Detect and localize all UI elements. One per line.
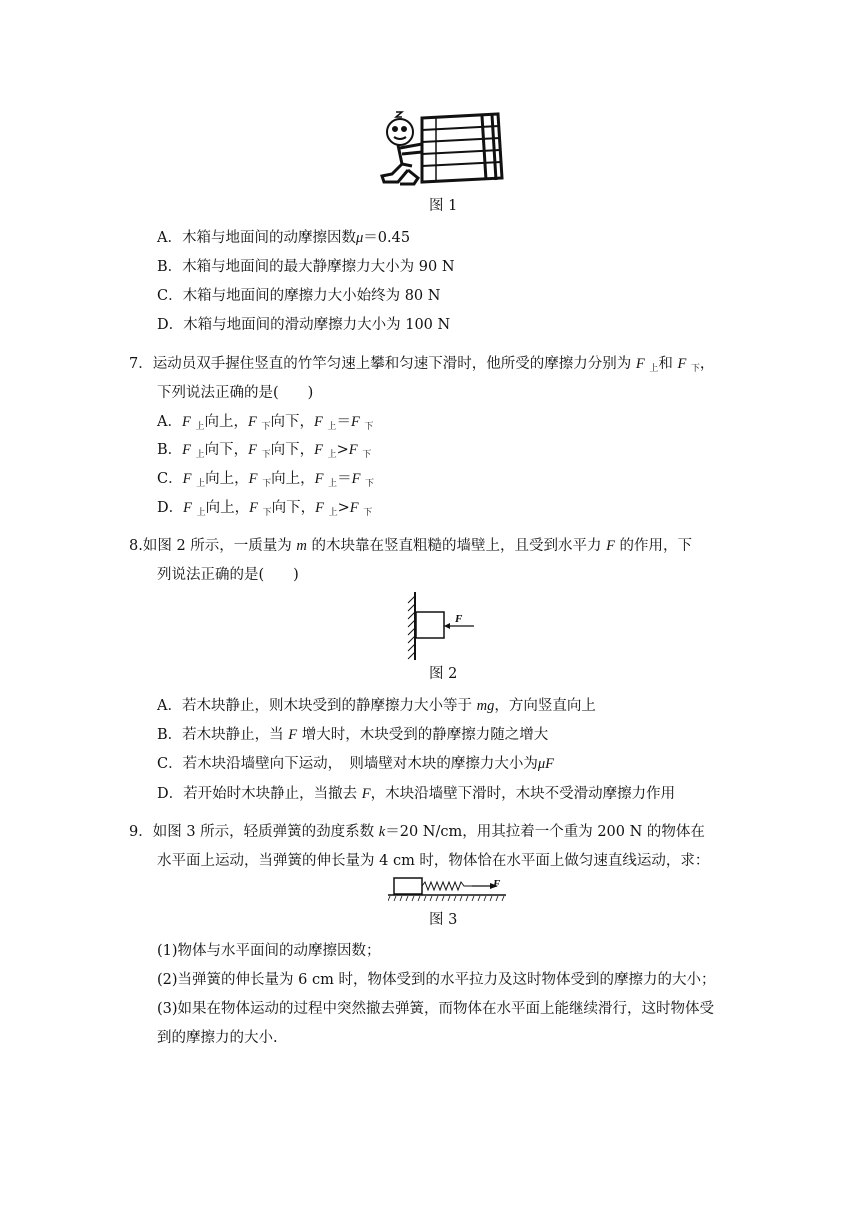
question-9-part-1: (1)物体与水平面间的动摩擦因数； bbox=[157, 943, 381, 959]
question-7-option-c: C．F $_上$向上，F $_下$向上，F $_上$＝F $_下$ bbox=[157, 471, 375, 489]
figure-1-caption: 图 1 bbox=[429, 198, 458, 214]
figure-1-option-a: A．木箱与地面间的动摩擦因数μ＝0.45 bbox=[157, 230, 411, 246]
question-7-stem-line-2: 下列说法正确的是( ) bbox=[157, 385, 314, 401]
question-8-option-d: D．若开始时木块静止，当撤去 F，木块沿墙壁下滑时，木块不受滑动摩擦力作用 bbox=[157, 786, 676, 802]
question-8-option-a: A．若木块静止，则木块受到的静摩擦力大小等于 mg，方向竖直向上 bbox=[157, 698, 596, 714]
question-9-stem-line-1: 9．如图 3 所示，轻质弹簧的劲度系数 k＝20 N/cm，用其拉着一个重为 200 N 的物体在 bbox=[129, 824, 705, 840]
figure-3-caption: 图 3 bbox=[429, 912, 458, 928]
question-7-option-d: D．F $_上$向上，F $_下$向下，F $_上$>F $_下$ bbox=[157, 500, 373, 518]
question-8-option-b: B．若木块静止，当 F 增大时，木块受到的静摩擦力随之增大 bbox=[157, 727, 549, 743]
question-8-stem-line-2: 列说法正确的是( ) bbox=[157, 567, 299, 583]
figure-1-illustration bbox=[378, 104, 508, 188]
question-7-stem-line-1: 7．运动员双手握住竖直的竹竿匀速上攀和匀速下滑时，他所受的摩擦力分别为 F $_上$和 F $_下$， bbox=[129, 356, 715, 374]
question-9-part-3-line-1: (3)如果在物体运动的过程中突然撤去弹簧，而物体在水平面上能继续滑行，这时物体受 bbox=[157, 1001, 715, 1017]
question-8-option-c: C．若木块沿墙壁向下运动， 则墙壁对木块的摩擦力大小为μF bbox=[157, 756, 554, 772]
question-9-part-3-line-2: 到的摩擦力的大小. bbox=[157, 1030, 278, 1046]
figure-3-force-label: F bbox=[493, 878, 501, 890]
question-7-option-a: A．F $_上$向上，F $_下$向下，F $_上$＝F $_下$ bbox=[157, 414, 374, 432]
question-7-option-b: B．F $_上$向下，F $_下$向下，F $_上$>F $_下$ bbox=[157, 442, 372, 460]
figure-1-option-d: D．木箱与地面间的滑动摩擦力大小为 100 N bbox=[157, 317, 451, 333]
question-9-stem-line-2: 水平面上运动，当弹簧的伸长量为 4 cm 时，物体恰在水平面上做匀速直线运动，求： bbox=[157, 853, 710, 869]
question-9-part-2: (2)当弹簧的伸长量为 6 cm 时，物体受到的水平拉力及这时物体受到的摩擦力的大小； bbox=[157, 972, 716, 988]
figure-1-option-b: B．木箱与地面间的最大静摩擦力大小为 90 N bbox=[157, 259, 455, 275]
figure-2-force-label: F bbox=[455, 613, 463, 625]
figure-3-spring-block-diagram bbox=[388, 873, 506, 905]
figure-2-caption: 图 2 bbox=[429, 666, 458, 682]
figure-2-wall-block-diagram bbox=[400, 590, 480, 662]
figure-1-option-c: C．木箱与地面间的摩擦力大小始终为 80 N bbox=[157, 288, 441, 304]
question-8-stem-line-1: 8.如图 2 所示，一质量为 m 的木块靠在竖直粗糙的墙壁上，且受到水平力 F 的作用，下 bbox=[129, 538, 693, 554]
